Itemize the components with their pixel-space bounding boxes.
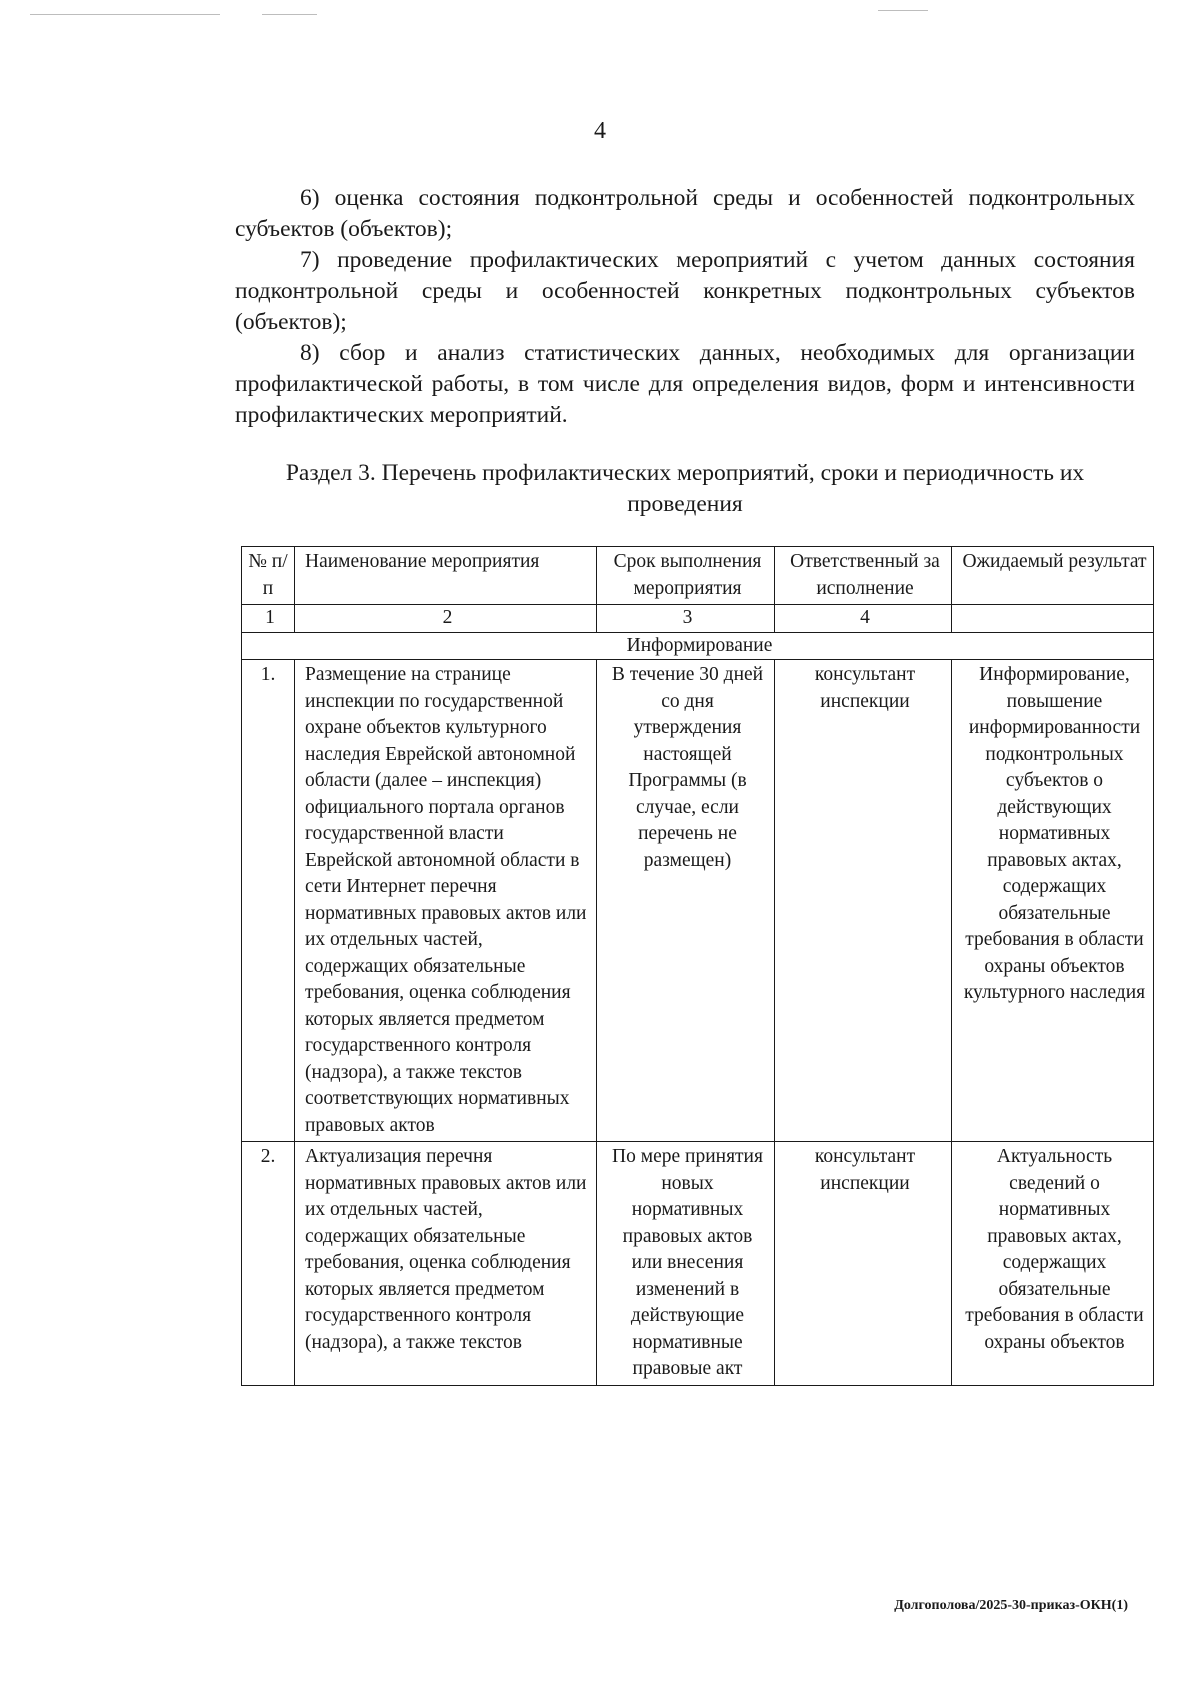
table-row	[242, 660, 1154, 1142]
row-result: Актуальность сведений о нормативных правовых актах, содержащих обязательные требования в области охраны объектов	[952, 1142, 1154, 1386]
table-header-row	[242, 547, 1154, 605]
header-num: № п/п	[242, 547, 295, 605]
body-text	[235, 183, 1135, 431]
row-responsible: консультант инспекции	[775, 1142, 952, 1386]
column-number-3: 3	[597, 605, 775, 633]
row-name: Размещение на странице инспекции по государственной охране объектов культурного наследия Еврейской автономной области (далее – инспекция) официального портала органов государственной власти Еврейской автономной области в сети Интернет перечня нормативных правовых актов или их отдельных частей, содержащих обязательные требования, оценка соблюдения которых является предметом государственного контроля (надзора), а также текстов соответствующих нормативных правовых актов	[295, 660, 597, 1142]
footer-reference: Долгополова/2025-30-приказ-ОКН(1)	[894, 1598, 1128, 1613]
row-name: Актуализация перечня нормативных правовых актов или их отдельных частей, содержащих обязательные требования, оценка соблюдения которых является предметом государственного контроля (надзора), а также текстов	[295, 1142, 597, 1386]
section-title: Раздел 3. Перечень профилактических мероприятий, сроки и периодичность их проведения	[285, 460, 1085, 517]
table-row	[242, 1142, 1154, 1386]
column-number-row	[242, 605, 1154, 633]
row-num: 1.	[242, 660, 295, 1142]
column-number-2: 2	[295, 605, 597, 633]
header-name: Наименование мероприятия	[295, 547, 597, 605]
page-number: 4	[594, 118, 606, 144]
row-deadline: По мере принятия новых нормативных правовых актов или внесения изменений в действующие нормативные правовые акт	[597, 1142, 775, 1386]
row-result: Информирование, повышение информированности подконтрольных субъектов о действующих нормативных правовых актах, содержащих обязательные требования в области охраны объектов культурного наследия	[952, 660, 1154, 1142]
group-title: Информирование	[242, 632, 1154, 660]
program-table	[241, 546, 1154, 1386]
header-responsible: Ответственный за исполнение	[775, 547, 952, 605]
column-number-4: 4	[775, 605, 952, 633]
column-number-1: 1	[242, 605, 295, 633]
column-number-5	[952, 605, 1154, 633]
row-deadline: В течение 30 дней со дня утверждения настоящей Программы (в случае, если перечень не размещен)	[597, 660, 775, 1142]
row-num: 2.	[242, 1142, 295, 1386]
paragraph-item-7: 7) проведение профилактических мероприятий с учетом данных состояния подконтрольной среды и особенностей конкретных подконтрольных субъектов (объектов);	[235, 247, 1135, 335]
header-deadline: Срок выполнения мероприятия	[597, 547, 775, 605]
header-result: Ожидаемый результат	[952, 547, 1154, 605]
row-responsible: консультант инспекции	[775, 660, 952, 1142]
scan-artifact-line	[262, 14, 317, 15]
scan-artifact-line	[878, 10, 928, 11]
paragraph-item-8: 8) сбор и анализ статистических данных, необходимых для организации профилактической работы, в том числе для определения видов, форм и интенсивности профилактических мероприятий.	[235, 340, 1135, 428]
paragraph-item-6: 6) оценка состояния подконтрольной среды и особенностей подконтрольных субъектов (объектов);	[235, 185, 1135, 242]
scan-artifact-line	[30, 14, 220, 15]
group-row	[242, 632, 1154, 660]
